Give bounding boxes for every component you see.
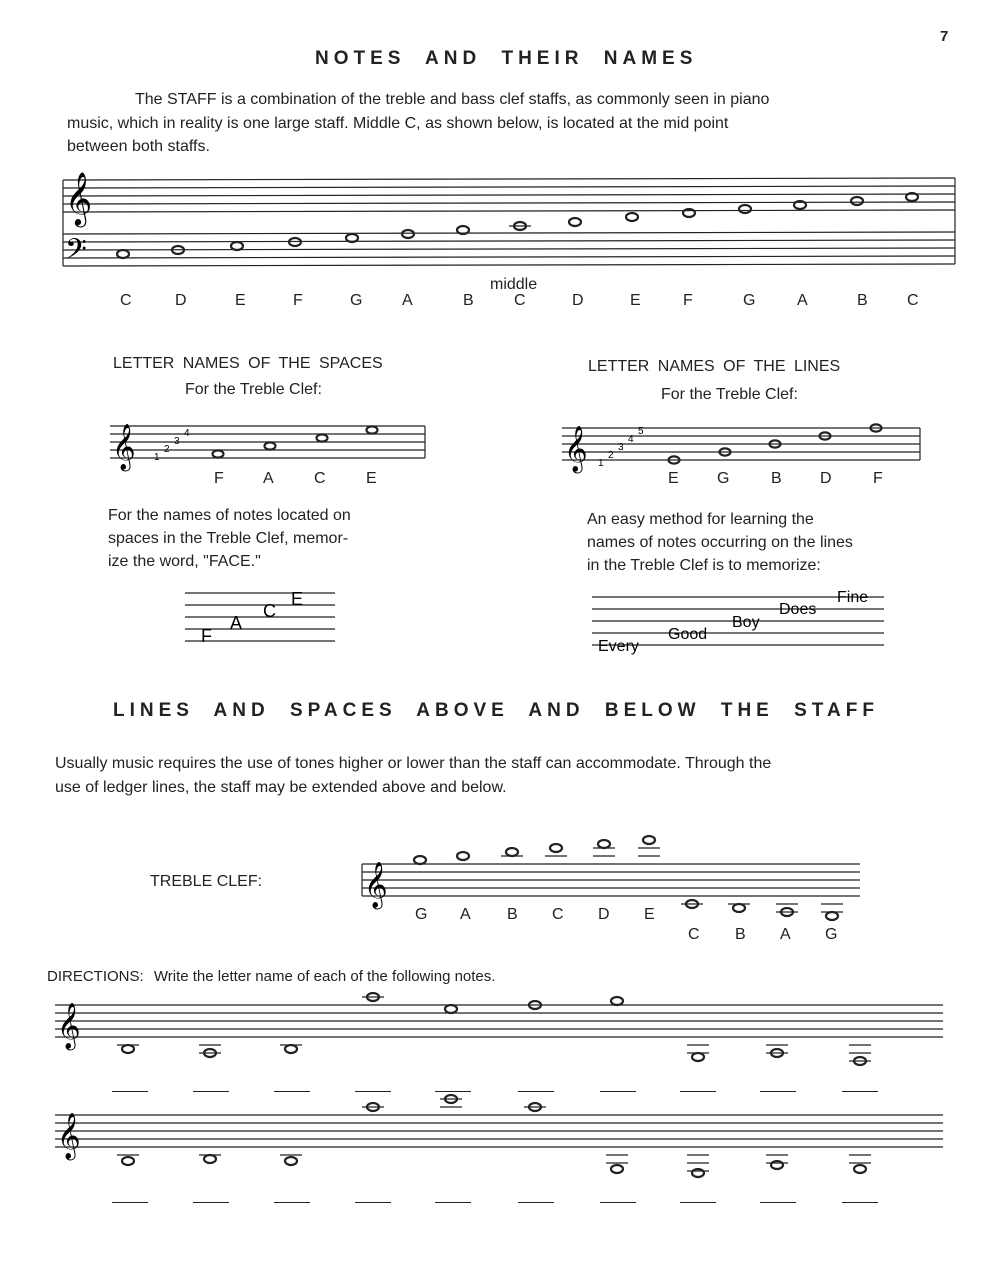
grand-staff-letter: G <box>743 292 756 309</box>
ledger-note-above <box>506 848 518 856</box>
grand-staff-letter: B <box>857 292 868 309</box>
line-letter-f: F <box>873 470 883 487</box>
section-title-notes: NOTES AND THEIR NAMES <box>315 48 698 69</box>
answer-blank[interactable] <box>680 1091 716 1092</box>
lines-text-3: in the Treble Clef is to memorize: <box>587 557 821 574</box>
grand-staff-note <box>402 230 414 238</box>
grand-staff-letter: G <box>350 292 363 309</box>
space-letter-c: C <box>314 470 326 487</box>
note-c <box>317 434 328 441</box>
line-letter-g: G <box>717 470 730 487</box>
answer-blank[interactable] <box>274 1091 310 1092</box>
line-number-5: 5 <box>638 426 644 437</box>
lines-subtitle: For the Treble Clef: <box>661 386 798 403</box>
space-number-1: 1 <box>154 452 160 463</box>
answer-blank[interactable] <box>842 1091 878 1092</box>
answer-blank[interactable] <box>842 1202 878 1203</box>
answer-blank[interactable] <box>760 1202 796 1203</box>
grand-staff-letter: D <box>572 292 584 309</box>
treble-clef-icon: 𝄞 <box>57 1004 81 1048</box>
ledger-letter-below: G <box>825 926 838 943</box>
line-letter-d: D <box>820 470 832 487</box>
ledger-letters <box>0 906 993 946</box>
grand-staff-note <box>231 242 243 250</box>
face-mnemonic <box>185 585 340 645</box>
exercise-note <box>771 1161 783 1169</box>
grand-staff-note <box>739 205 751 213</box>
ledger-note-above <box>550 844 562 852</box>
grand-staff-letter: E <box>630 292 641 309</box>
mnemonic-c: C <box>263 601 276 621</box>
mnemonic-a: A <box>230 613 243 633</box>
exercise-staffs <box>55 985 950 1215</box>
exercise-note <box>692 1169 704 1177</box>
grand-staff-note <box>117 250 129 258</box>
mnemonic-fine: Fine <box>837 589 869 606</box>
ledger-letter-above: B <box>507 906 518 923</box>
bass-clef-icon: 𝄢 <box>65 234 87 272</box>
grand-staff-letter: A <box>797 292 808 309</box>
answer-blank[interactable] <box>435 1202 471 1203</box>
mnemonic-good: Good <box>668 626 708 643</box>
exercise-note <box>611 997 623 1005</box>
spaces-text-1: For the names of notes located on <box>108 507 351 524</box>
spaces-staff <box>110 412 430 472</box>
space-number-2: 2 <box>164 444 170 455</box>
line-letter-e: E <box>668 470 679 487</box>
lines-text-2: names of notes occurring on the lines <box>587 534 853 551</box>
exercise-note <box>204 1155 216 1163</box>
ledger-letter-above: A <box>460 906 471 923</box>
ledger-letter-above: C <box>552 906 564 923</box>
answer-blank[interactable] <box>112 1202 148 1203</box>
line-number-1: 1 <box>598 458 604 469</box>
grand-staff-letter: B <box>463 292 474 309</box>
directions <box>47 968 495 985</box>
ledger-letter-above: D <box>598 906 610 923</box>
answer-blank[interactable] <box>355 1091 391 1092</box>
ledger-note-above <box>457 852 469 860</box>
grand-staff-letters <box>0 292 993 316</box>
page-number: 7 <box>940 28 949 45</box>
grand-staff-letter: C <box>907 292 919 309</box>
treble-clef-icon: 𝄞 <box>112 425 136 469</box>
answer-blank[interactable] <box>680 1202 716 1203</box>
line-letter-b: B <box>771 470 782 487</box>
answer-blank[interactable] <box>518 1091 554 1092</box>
ledger-letter-above: E <box>644 906 655 923</box>
ledger-letter-below: B <box>735 926 746 943</box>
treble-clef-icon: 𝄞 <box>564 427 588 471</box>
ledger-letter-below: A <box>780 926 791 943</box>
grand-staff-letter: C <box>514 292 526 309</box>
grand-staff-note <box>851 197 863 205</box>
line-number-3: 3 <box>618 442 624 453</box>
answer-blank[interactable] <box>760 1091 796 1092</box>
exercise-note <box>854 1165 866 1173</box>
exercise-note <box>122 1157 134 1165</box>
every-good-boy-mnemonic <box>592 585 892 660</box>
ledger-text-1: Usually music requires the use of tones higher or lower than the staff can accommodate. Through the <box>55 755 772 772</box>
directions-text: Write the letter name of each of the following notes. <box>153 968 496 985</box>
ledger-note-above <box>643 836 655 844</box>
treble-clef-icon: 𝄞 <box>364 863 388 907</box>
mnemonic-f: F <box>201 626 212 645</box>
exercise-note <box>122 1045 134 1053</box>
answer-blank[interactable] <box>600 1202 636 1203</box>
answer-blank[interactable] <box>274 1202 310 1203</box>
ledger-letter-below: C <box>688 926 700 943</box>
note-e <box>367 426 378 433</box>
answer-blank[interactable] <box>435 1091 471 1092</box>
mnemonic-every: Every <box>598 638 639 655</box>
space-letter-f: F <box>214 470 224 487</box>
exercise-note <box>611 1165 623 1173</box>
lines-text-1: An easy method for learning the <box>587 511 814 528</box>
ledger-letter-above: G <box>415 906 428 923</box>
grand-staff-letter: F <box>293 292 303 309</box>
spaces-subtitle: For the Treble Clef: <box>185 381 322 398</box>
answer-blank[interactable] <box>112 1091 148 1092</box>
ledger-text-2: use of ledger lines, the staff may be extended above and below. <box>55 779 507 796</box>
treble-clef-label: TREBLE CLEF: <box>150 873 263 890</box>
mnemonic-boy: Boy <box>732 614 760 631</box>
intro-line-2: music, which in reality is one large staff. Middle C, as shown below, is located at the mid point <box>67 115 729 132</box>
grand-staff-letter: D <box>175 292 187 309</box>
note-a <box>265 442 276 449</box>
spaces-text-3: ize the word, "FACE." <box>108 553 261 570</box>
intro-line-1: The STAFF is a combination of the treble and bass clef staffs, as commonly seen in piano <box>135 91 770 108</box>
space-number-4: 4 <box>184 428 190 439</box>
space-letter-a: A <box>263 470 274 487</box>
grand-staff-letter: C <box>120 292 132 309</box>
grand-staff-letter: F <box>683 292 693 309</box>
note-f <box>213 450 224 457</box>
space-number-3: 3 <box>174 436 180 447</box>
intro-line-3: between both staffs. <box>67 138 210 155</box>
grand-staff-letter: A <box>402 292 413 309</box>
line-number-2: 2 <box>608 450 614 461</box>
treble-clef-icon: 𝄞 <box>65 172 93 224</box>
mnemonic-e: E <box>291 589 304 609</box>
answer-blank[interactable] <box>193 1202 229 1203</box>
spaces-text-2: spaces in the Treble Clef, memor- <box>108 530 349 547</box>
treble-clef-icon: 𝄞 <box>57 1114 81 1158</box>
line-number-4: 4 <box>628 434 634 445</box>
grand-staff-note <box>569 218 581 226</box>
lines-staff <box>562 414 927 474</box>
answer-blank[interactable] <box>193 1091 229 1092</box>
answer-blank[interactable] <box>600 1091 636 1092</box>
ledger-note-above <box>414 856 426 864</box>
section-title-ledger: LINES AND SPACES ABOVE AND BELOW THE STAFF <box>113 700 879 721</box>
exercise-note <box>285 1045 297 1053</box>
exercise-note <box>445 1005 457 1013</box>
ledger-note-above <box>598 840 610 848</box>
answer-blank[interactable] <box>355 1202 391 1203</box>
grand-staff <box>55 160 960 285</box>
grand-staff-note <box>626 213 638 221</box>
middle-label: middle <box>490 276 538 293</box>
lines-title: LETTER NAMES OF THE LINES <box>588 358 841 375</box>
directions-label: DIRECTIONS: <box>47 968 144 985</box>
exercise-note <box>692 1053 704 1061</box>
answer-blank[interactable] <box>518 1202 554 1203</box>
spaces-title: LETTER NAMES OF THE SPACES <box>113 355 383 372</box>
space-letter-e: E <box>366 470 377 487</box>
grand-staff-letter: E <box>235 292 246 309</box>
exercise-note <box>285 1157 297 1165</box>
mnemonic-does: Does <box>779 601 817 618</box>
